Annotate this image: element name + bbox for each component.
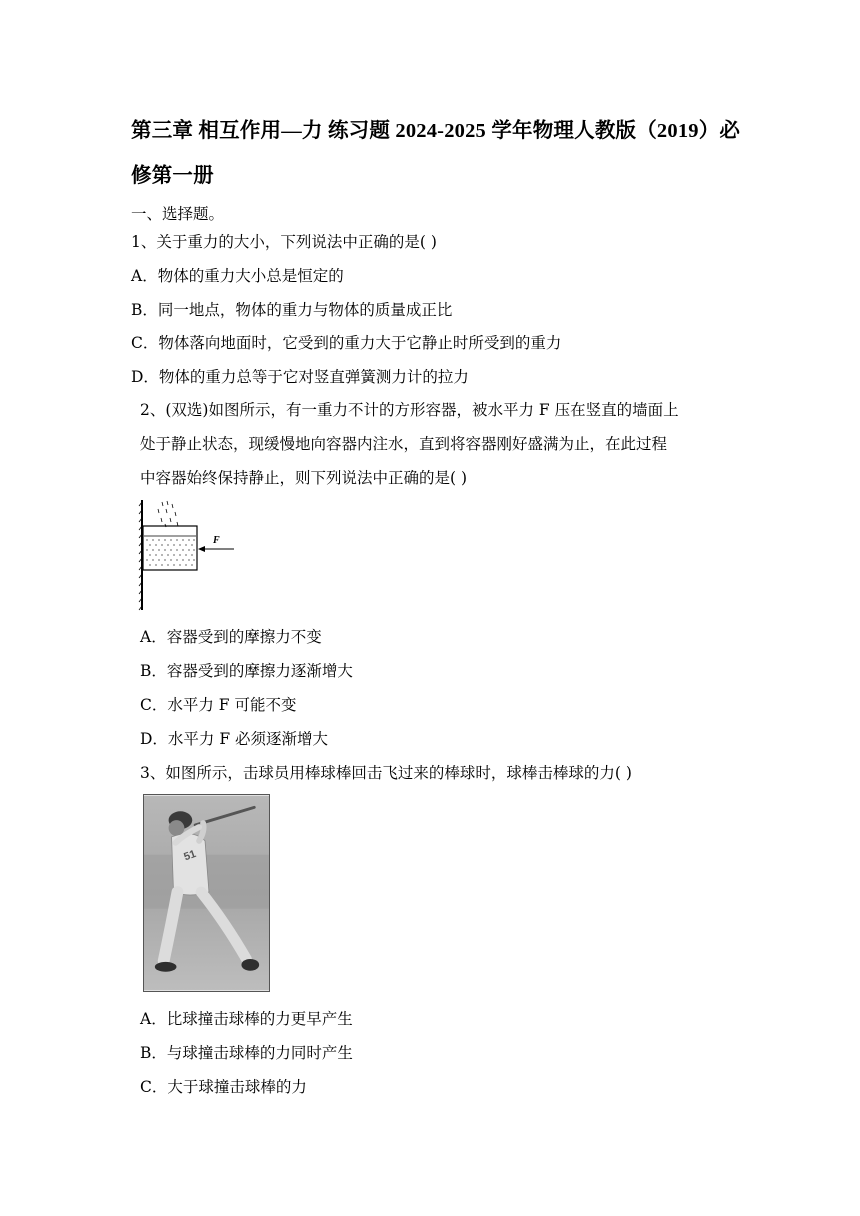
question-1-option-c: C．物体落向地面时，它受到的重力大于它静止时所受到的重力 <box>131 334 562 352</box>
question-3-option-b: B．与球撞击球棒的力同时产生 <box>140 1044 353 1062</box>
section-heading: 一、选择题。 <box>131 205 225 223</box>
document-title-line-1: 第三章 相互作用—力 练习题 2024-2025 学年物理人教版（2019）必 <box>131 120 741 142</box>
force-label: F <box>213 535 220 546</box>
question-2-option-c: C．水平力 F 可能不变 <box>140 696 297 714</box>
question-3-option-a: A．比球撞击球棒的力更早产生 <box>140 1010 353 1028</box>
baseball-batter-photo <box>143 794 270 992</box>
question-2-stem-line-2: 处于静止状态，现缓慢地向容器内注水，直到将容器刚好盛满为止，在此过程 <box>140 435 668 453</box>
question-2-stem-line-3: 中容器始终保持静止，则下列说法中正确的是( ) <box>140 469 468 487</box>
question-2-stem-line-1: 2、(双选)如图所示，有一重力不计的方形容器，被水平力 F 压在竖直的墙面上 <box>140 401 679 419</box>
question-2-option-b: B．容器受到的摩擦力逐渐增大 <box>140 662 353 680</box>
document-title-line-2: 修第一册 <box>131 165 214 187</box>
question-3-stem: 3、如图所示，击球员用棒球棒回击飞过来的棒球时，球棒击棒球的力( ) <box>140 764 632 782</box>
question-2-option-d: D．水平力 F 必须逐渐增大 <box>140 730 329 748</box>
question-2-option-a: A．容器受到的摩擦力不变 <box>140 628 322 646</box>
container-wall-diagram <box>137 496 239 612</box>
question-3-option-c: C．大于球撞击球棒的力 <box>140 1078 307 1096</box>
question-1-stem: 1、关于重力的大小，下列说法中正确的是( ) <box>131 233 437 251</box>
question-1-option-b: B．同一地点，物体的重力与物体的质量成正比 <box>131 301 453 319</box>
question-1-option-a: A．物体的重力大小总是恒定的 <box>131 267 344 285</box>
question-1-option-d: D．物体的重力总等于它对竖直弹簧测力计的拉力 <box>131 368 469 386</box>
svg-text:51: 51 <box>182 847 198 864</box>
